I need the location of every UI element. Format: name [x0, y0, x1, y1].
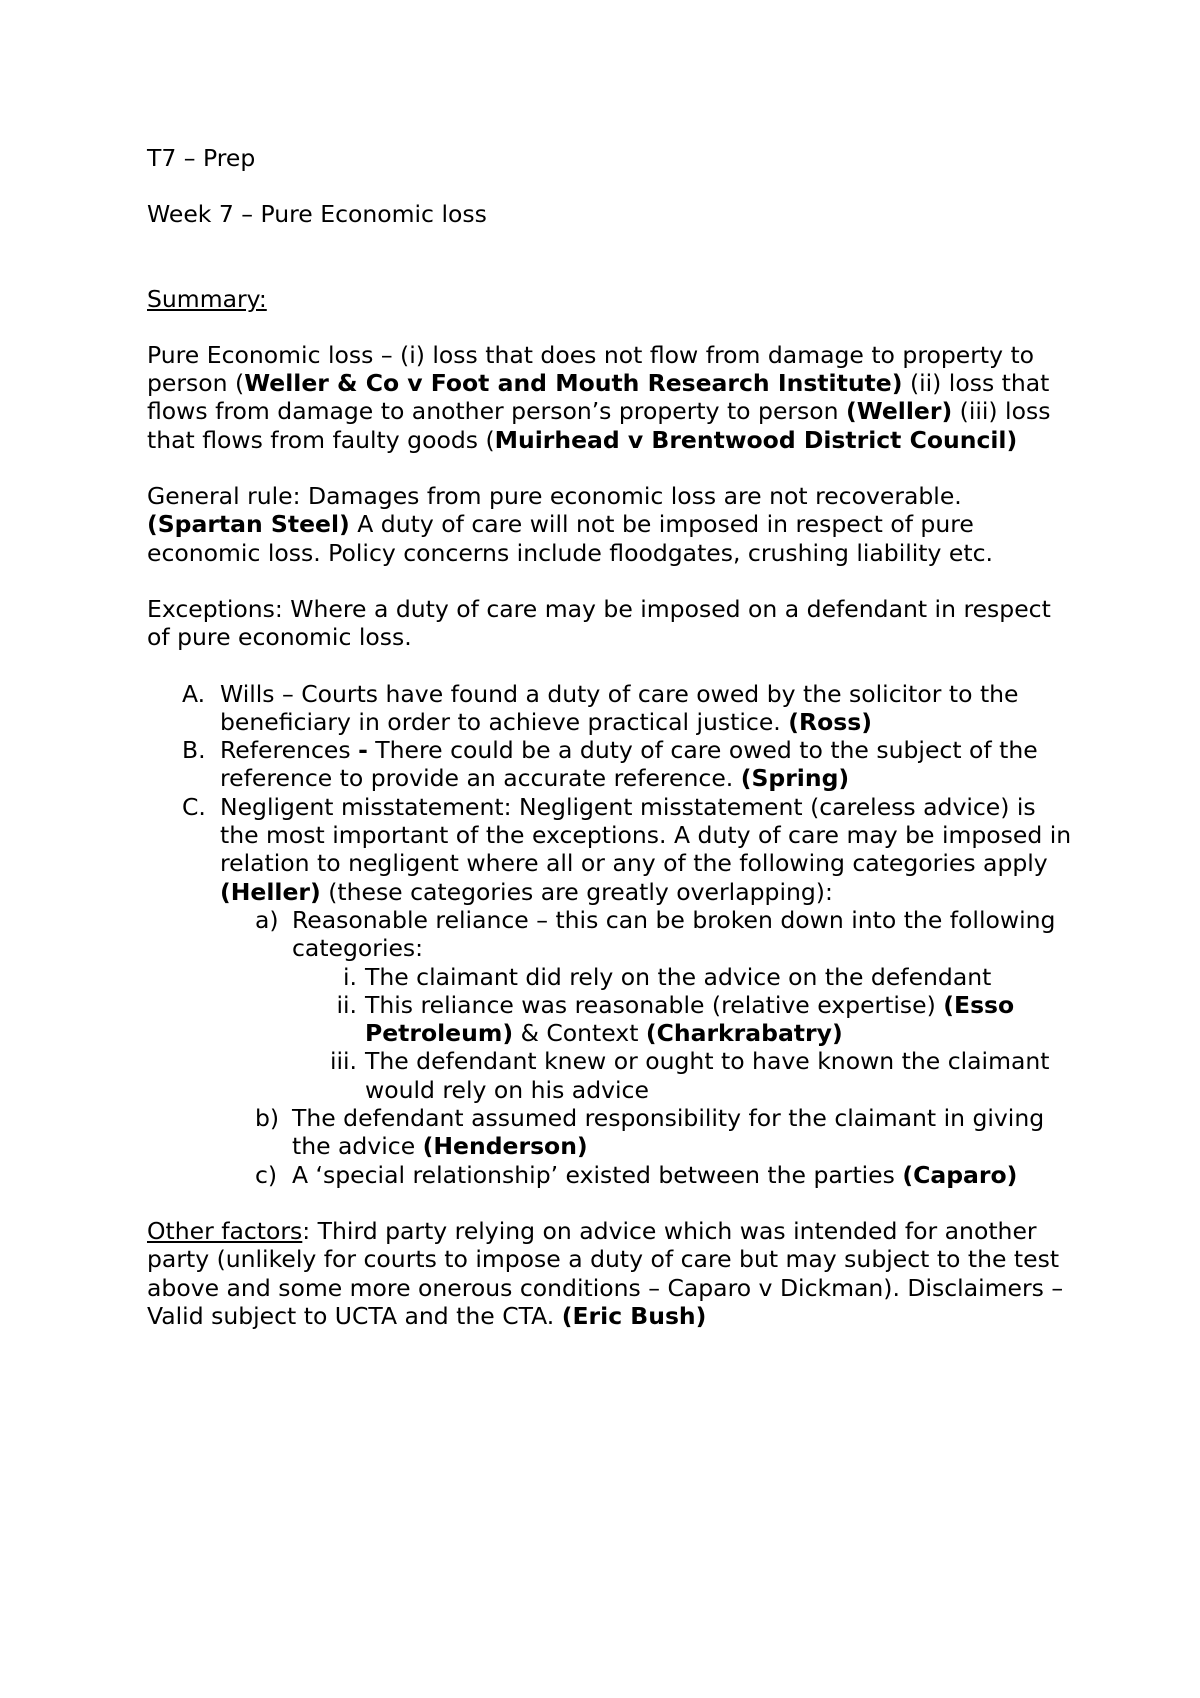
- text-span: Negligent misstatement: Negligent misstatement (careless advice) is the most important of the exceptions. A duty of care may be imposed in relation to negligent where all or any of the following categories apply: [220, 792, 1072, 878]
- list-item-reasonable-reliance: [147, 906, 1077, 963]
- text-span: Wills – Courts have found a duty of care owed by the solicitor to the beneficiary in order to achieve practical justice.: [220, 679, 1019, 736]
- case-name: (Charkrabatry): [645, 1019, 843, 1048]
- text-span: General rule: Damages from pure economic loss are not recoverable.: [147, 482, 962, 511]
- document-page: [147, 144, 1077, 1330]
- text-span: (ii) loss that flows from damage to another person’s property to person: [147, 369, 1050, 426]
- text-span: Reasonable reliance – this can be broken down into the following categories:: [292, 905, 1056, 963]
- case-name: Weller & Co v Foot and Mouth Research Institute): [244, 369, 903, 398]
- summary-paragraph-definition: [147, 341, 1077, 454]
- case-name: (Heller): [220, 877, 321, 906]
- summary-heading-text: Summary:: [147, 284, 267, 313]
- list-marker: i.: [343, 962, 357, 991]
- text-span: -: [358, 736, 368, 765]
- list-item-wills: [147, 680, 1077, 737]
- text-span: The claimant did rely on the advice on the defendant: [365, 962, 992, 991]
- text-span: : Third party relying on advice which was intended for another party (unlikely for courts to impose a duty of care but may subject to the test above and some more onerous conditions – Caparo v Dickman). Disclaimers – Valid subject to UCTA and the CTA.: [147, 1216, 1064, 1330]
- list-item-assumed-responsibility: [147, 1104, 1077, 1161]
- text-span: The defendant assumed responsibility for the claimant in giving the advice: [292, 1104, 1045, 1161]
- list-marker: b): [255, 1104, 280, 1133]
- case-name: (Ross): [788, 707, 872, 736]
- list-item-claimant-relied: [147, 963, 1077, 991]
- list-item-references: [147, 736, 1077, 793]
- text-span: A duty of care will not be imposed in respect of pure economic loss. Policy concerns include floodgates, crushing liability etc.: [147, 510, 993, 567]
- list-marker: c): [255, 1160, 278, 1189]
- text-span: Pure Economic loss – (i) loss that does not flow from damage to property to person (: [147, 340, 1035, 398]
- list-marker: a): [255, 905, 279, 934]
- text-span: This reliance was reasonable (relative expertise): [365, 990, 944, 1019]
- text-span: (iii) loss that flows from faulty goods (: [147, 397, 1051, 454]
- case-name: Muirhead v Brentwood District Council): [494, 425, 1018, 454]
- list-marker: A.: [182, 679, 206, 708]
- summary-paragraph-exceptions: Exceptions: Where a duty of care may be imposed on a defendant in respect of pure economic loss.: [147, 594, 1051, 652]
- list-marker: C.: [182, 792, 206, 821]
- case-name: (Spartan Steel): [147, 510, 350, 539]
- summary-heading: [147, 285, 1077, 313]
- text-span: A ‘special relationship’ existed between the parties: [292, 1160, 903, 1189]
- list-item-negligent-misstatement: [147, 793, 1077, 906]
- case-name: (Henderson): [422, 1132, 588, 1161]
- list-item-defendant-knew: [147, 1047, 1077, 1104]
- text-span: & Context: [513, 1019, 646, 1048]
- case-name: (Weller): [846, 397, 953, 426]
- exceptions-list: [147, 680, 1077, 1189]
- list-marker: B.: [182, 736, 206, 765]
- text-span: References: [220, 736, 359, 765]
- text-span: The defendant knew or ought to have known the claimant would rely on his advice: [365, 1047, 1050, 1104]
- summary-paragraph-general-rule: [147, 482, 1077, 567]
- text-span: There could be a duty of care owed to the subject of the reference to provide an accurate reference.: [220, 736, 1038, 793]
- text-span: (these categories are greatly overlapping):: [320, 877, 833, 906]
- list-item-special-relationship: [147, 1161, 1077, 1189]
- list-marker: iii.: [329, 1047, 357, 1076]
- other-factors-paragraph: [147, 1217, 1077, 1330]
- case-name: (Spring): [740, 764, 850, 793]
- doc-subtitle: Week 7 – Pure Economic loss: [147, 200, 487, 229]
- doc-title: T7 – Prep: [147, 144, 256, 172]
- list-item-reliance-reasonable: [147, 991, 1077, 1048]
- case-name: (Eric Bush): [561, 1301, 707, 1330]
- other-factors-label: Other factors: [147, 1216, 303, 1245]
- list-marker: ii.: [336, 990, 357, 1019]
- case-name: (Caparo): [902, 1160, 1018, 1189]
- case-name: (Esso Petroleum): [365, 990, 1015, 1048]
